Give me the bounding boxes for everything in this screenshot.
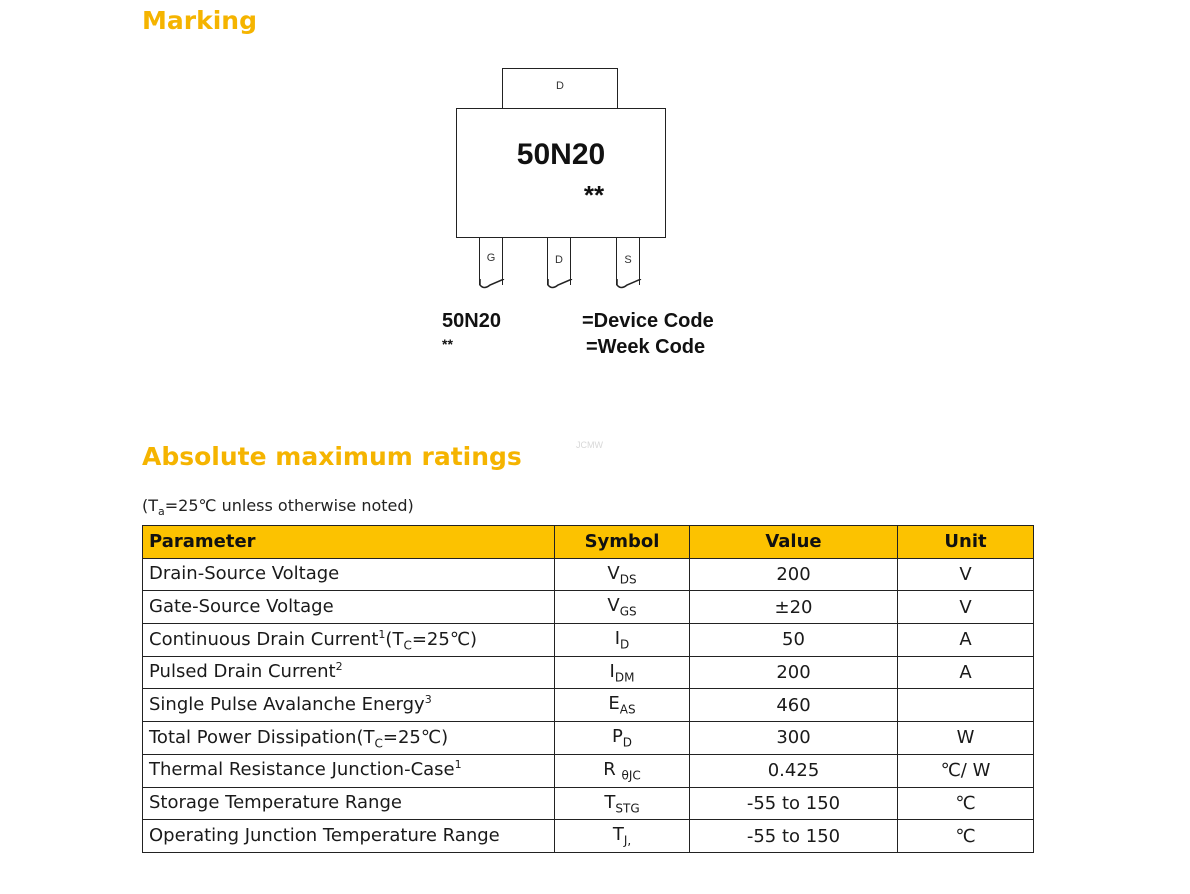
- cell-s: R: [603, 758, 622, 780]
- cell-sub: D: [622, 735, 633, 750]
- cell-p: Drain-Source Voltage: [149, 563, 340, 585]
- unit-cell: [898, 820, 1034, 853]
- table-row: [143, 591, 1034, 624]
- value-cell: [690, 820, 898, 853]
- cell-pe: =25℃): [382, 726, 449, 748]
- note-suffix: =25℃ unless otherwise noted): [164, 496, 414, 515]
- value-cell: [690, 754, 898, 787]
- watermark: JCMW: [576, 440, 603, 450]
- parameter-cell: [143, 558, 555, 591]
- value-cell: [690, 689, 898, 722]
- cell-v: 200: [776, 662, 811, 684]
- parameter-cell: [143, 754, 555, 787]
- cell-s: T: [612, 824, 624, 846]
- table-row: [143, 624, 1034, 657]
- cell-sub: STG: [615, 801, 640, 816]
- unit-cell: [898, 558, 1034, 591]
- cell-pe: =25℃): [411, 628, 478, 650]
- pin-label-source: S: [624, 254, 632, 266]
- symbol-cell: [555, 591, 690, 624]
- week-code-marking: **: [583, 180, 605, 210]
- cell-u: V: [959, 596, 972, 618]
- cell-p: Thermal Resistance Junction-Case: [149, 759, 455, 781]
- cell-ps: 3: [424, 692, 432, 706]
- unit-cell: [898, 656, 1034, 689]
- parameter-cell: [143, 624, 555, 657]
- legend-week-value: =Week Code: [586, 336, 706, 358]
- cell-s: V: [607, 595, 620, 617]
- parameter-cell: [143, 787, 555, 820]
- cell-p: Gate-Source Voltage: [149, 595, 334, 617]
- symbol-cell: [555, 722, 690, 755]
- package-body: [456, 108, 666, 238]
- symbol-cell: [555, 689, 690, 722]
- conditions-note: [142, 496, 414, 518]
- cell-p: Operating Junction Temperature Range: [149, 824, 500, 846]
- value-cell: [690, 624, 898, 657]
- unit-cell: [898, 591, 1034, 624]
- symbol-cell: [555, 754, 690, 787]
- symbol-cell: [555, 820, 690, 853]
- cell-u: A: [959, 662, 972, 684]
- cell-v: 300: [776, 727, 811, 749]
- unit-cell: [898, 787, 1034, 820]
- cell-s: E: [608, 693, 620, 715]
- value-cell: [690, 722, 898, 755]
- tab-pin-label: D: [556, 80, 564, 92]
- table-row: [143, 787, 1034, 820]
- absolute-maximum-ratings-table: [142, 525, 1034, 853]
- cell-u: W: [956, 727, 975, 749]
- cell-s: P: [611, 726, 623, 748]
- cell-p: Storage Temperature Range: [149, 792, 402, 814]
- cell-ps: 1: [454, 758, 462, 772]
- cell-v: -55 to 150: [746, 792, 841, 814]
- legend-device-key: 50N20: [442, 310, 501, 332]
- symbol-cell: [555, 787, 690, 820]
- table-row: [143, 754, 1034, 787]
- cell-sub: D: [620, 637, 630, 652]
- table-row: [143, 656, 1034, 689]
- cell-p: Continuous Drain Current: [149, 628, 379, 650]
- unit-cell: [898, 624, 1034, 657]
- cell-u: ℃: [955, 792, 976, 814]
- cell-v: ±20: [774, 596, 813, 618]
- cell-p: Total Power Dissipation: [149, 726, 357, 748]
- parameter-cell: [143, 689, 555, 722]
- ratings-section-title: Absolute maximum ratings: [142, 442, 522, 471]
- header-unit: Unit: [898, 526, 1034, 559]
- parameter-cell: [143, 591, 555, 624]
- cell-pm: (T: [385, 628, 404, 650]
- cell-p: Pulsed Drain Current: [149, 661, 336, 683]
- table-row: [143, 820, 1034, 853]
- cell-ps: 2: [335, 660, 343, 674]
- cell-p: Single Pulse Avalanche Energy: [149, 693, 425, 715]
- parameter-cell: [143, 820, 555, 853]
- cell-s: I: [609, 660, 615, 682]
- cell-v: -55 to 150: [746, 825, 841, 847]
- header-value: Value: [690, 526, 898, 559]
- unit-cell: [898, 722, 1034, 755]
- cell-ps2: C: [374, 736, 383, 751]
- symbol-cell: [555, 624, 690, 657]
- value-cell: [690, 558, 898, 591]
- cell-pm: (T: [356, 726, 375, 748]
- cell-v: 460: [776, 694, 811, 716]
- legend-week-key: **: [442, 336, 453, 352]
- cell-s: T: [604, 791, 616, 813]
- cell-s: V: [607, 562, 620, 584]
- device-code-marking: 50N20: [516, 138, 606, 171]
- cell-ps2: C: [403, 638, 412, 653]
- cell-sub: AS: [619, 703, 636, 718]
- cell-v: 50: [782, 629, 805, 651]
- package-marking-diagram: [0, 0, 1190, 420]
- header-symbol: Symbol: [555, 526, 690, 559]
- cell-sub: θJC: [621, 768, 641, 783]
- value-cell: [690, 656, 898, 689]
- unit-cell: [898, 754, 1034, 787]
- note-sub: a: [158, 505, 165, 519]
- legend-device-value: =Device Code: [582, 310, 714, 332]
- cell-sub: J,: [623, 833, 632, 848]
- symbol-cell: [555, 656, 690, 689]
- cell-v: 0.425: [767, 760, 820, 782]
- table-row: [143, 722, 1034, 755]
- pin-label-drain: D: [555, 254, 563, 266]
- cell-sub: GS: [619, 605, 637, 620]
- table-header-row: [143, 526, 1034, 559]
- table-row: [143, 689, 1034, 722]
- cell-ps: 1: [378, 627, 386, 641]
- cell-u: A: [959, 629, 972, 651]
- cell-u: ℃/ W: [940, 760, 991, 782]
- note-prefix: (T: [142, 496, 159, 515]
- cell-s: I: [614, 628, 621, 650]
- cell-u: V: [959, 564, 972, 586]
- symbol-cell: [555, 558, 690, 591]
- parameter-cell: [143, 722, 555, 755]
- table-row: [143, 558, 1034, 591]
- pin-label-gate: G: [486, 252, 496, 264]
- cell-sub: DM: [614, 670, 635, 685]
- parameter-cell: [143, 656, 555, 689]
- cell-u: ℃: [955, 825, 976, 847]
- header-parameter: Parameter: [143, 526, 555, 559]
- cell-sub: DS: [619, 572, 637, 587]
- value-cell: [690, 591, 898, 624]
- value-cell: [690, 787, 898, 820]
- cell-v: 200: [776, 564, 811, 586]
- marking-section-title: Marking: [142, 6, 257, 35]
- unit-cell: [898, 689, 1034, 722]
